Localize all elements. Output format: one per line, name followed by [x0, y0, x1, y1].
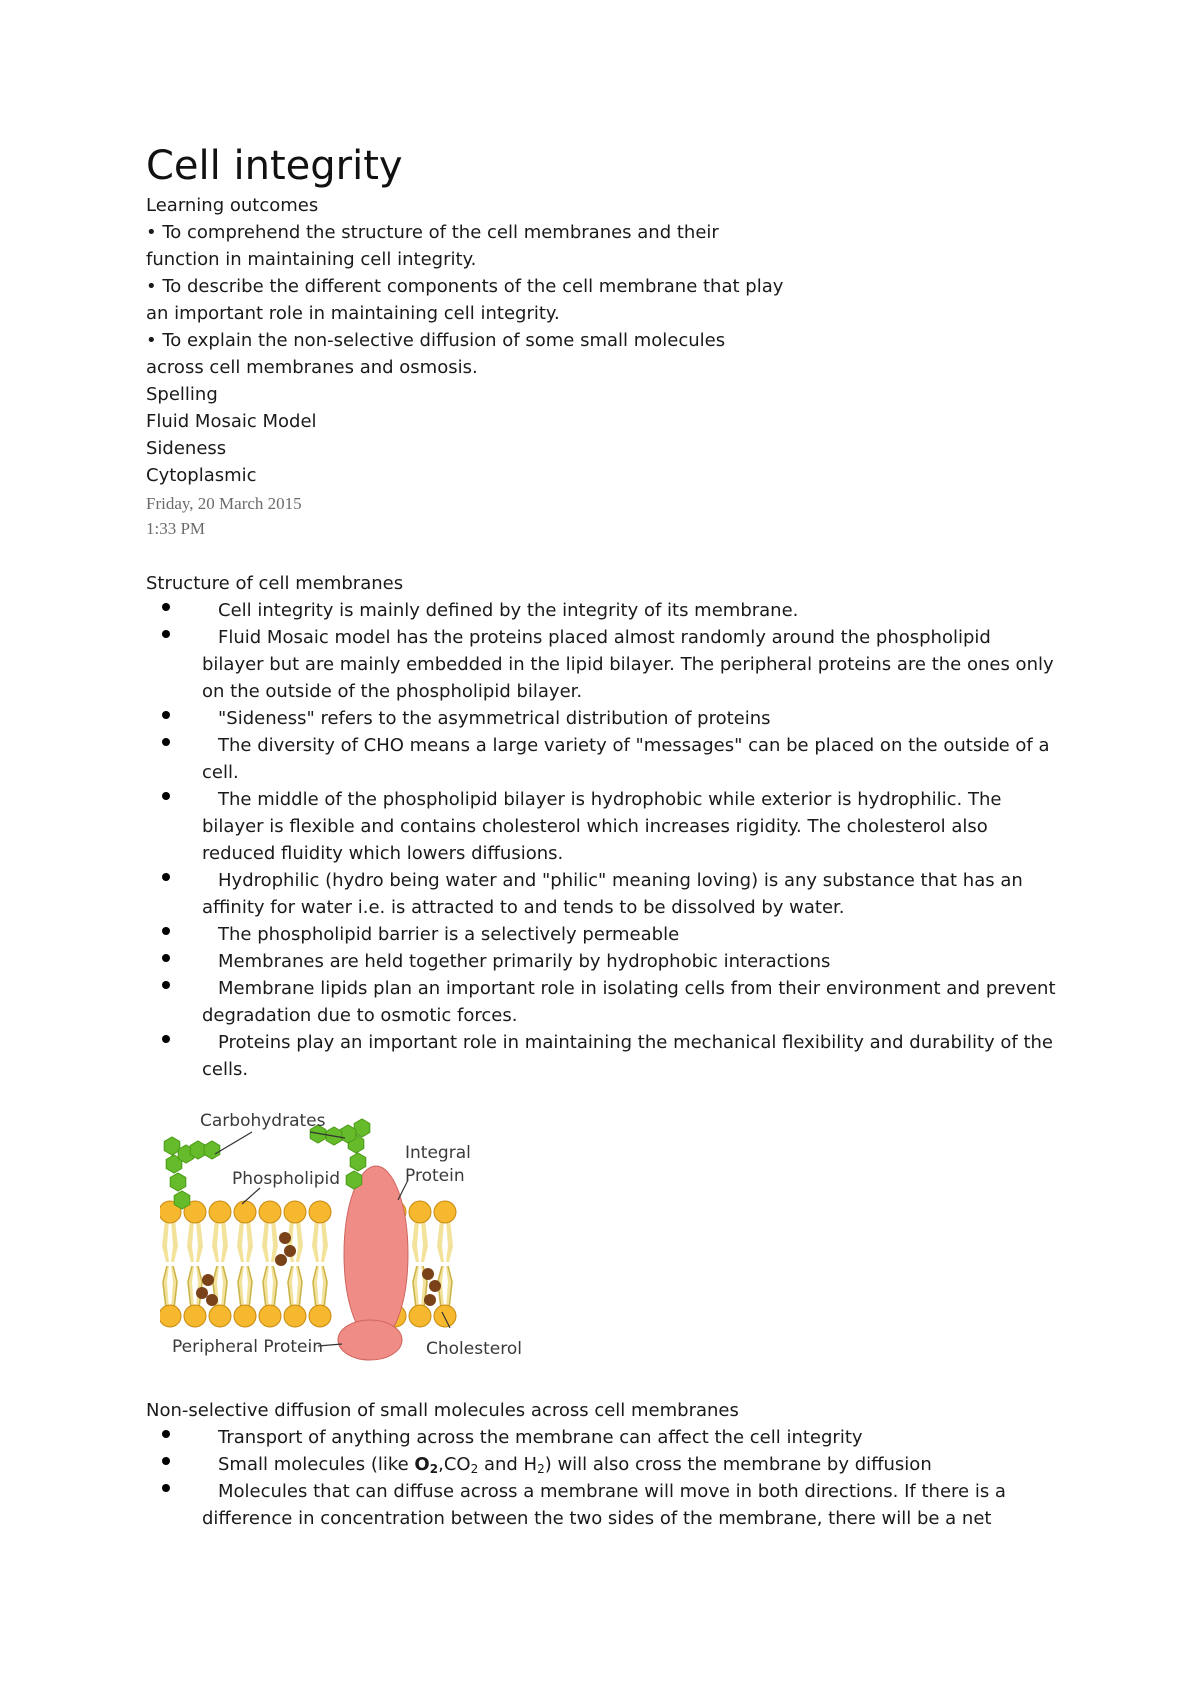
carbohydrate-unit	[164, 1137, 180, 1155]
carbohydrate-unit	[346, 1171, 362, 1189]
bullet-text: The phospholipid barrier is a selectively permeable	[218, 924, 680, 945]
cholesterol-ring	[275, 1254, 287, 1266]
outcome-line: an important role in maintaining cell integrity.	[146, 303, 560, 324]
cholesterol-ring	[422, 1268, 434, 1280]
carbohydrate-unit	[204, 1141, 220, 1159]
bullet-continuation: degradation due to osmotic forces.	[202, 1005, 518, 1026]
phospholipid-head	[284, 1201, 306, 1223]
note-date: Friday, 20 March 2015	[146, 494, 302, 513]
outcome-line: across cell membranes and osmosis.	[146, 357, 478, 378]
cholesterol-ring	[429, 1280, 441, 1292]
phospholipid-head	[309, 1201, 331, 1223]
phospholipid-head	[184, 1305, 206, 1327]
bullet-text: Hydrophilic (hydro being water and "philic" meaning loving) is any substance that has an	[218, 870, 1023, 891]
text-run: CO	[443, 1454, 471, 1475]
lipid-tail-fill	[412, 1220, 419, 1262]
carbohydrate-unit	[354, 1119, 370, 1137]
text-run: and H	[478, 1454, 538, 1475]
bullet-dot	[162, 1457, 170, 1465]
carbohydrate-unit	[350, 1153, 366, 1171]
lipid-tail-fill	[237, 1220, 244, 1262]
phospholipid-head	[234, 1305, 256, 1327]
outcome-line: function in maintaining cell integrity.	[146, 249, 477, 270]
phospholipid-head	[209, 1305, 231, 1327]
bullet-text: Transport of anything across the membrane can affect the cell integrity	[218, 1427, 863, 1448]
phospholipid-head	[309, 1305, 331, 1327]
bullet-dot	[162, 927, 170, 935]
cholesterol-ring	[424, 1294, 436, 1306]
label-carbohydrates: Carbohydrates	[200, 1111, 326, 1131]
subscript: 2	[429, 1462, 439, 1476]
bullet-continuation: cell.	[202, 762, 239, 783]
bullet-text: The diversity of CHO means a large variety of "messages" can be placed on the outside of a	[218, 735, 1050, 756]
lipid-tail-fill	[171, 1220, 178, 1262]
text-run: ,	[438, 1454, 444, 1475]
lipid-tail-fill	[262, 1220, 269, 1262]
lipid-tail-fill	[187, 1220, 194, 1262]
phospholipid-head	[409, 1201, 431, 1223]
text-run: ) will also cross the membrane by diffusion	[544, 1454, 932, 1475]
bullet-text: Molecules that can diffuse across a membrane will move in both directions. If there is a	[218, 1481, 1006, 1502]
bullet-dot	[162, 1430, 170, 1438]
spelling-heading: Spelling	[146, 384, 218, 405]
o2-formula	[414, 1454, 438, 1475]
peripheral-protein	[338, 1320, 402, 1360]
phospholipid-head	[259, 1201, 281, 1223]
carbohydrate-unit	[170, 1173, 186, 1191]
phospholipid-head	[409, 1305, 431, 1327]
phospholipid-leader	[242, 1188, 260, 1204]
lipid-tail-fill	[212, 1220, 219, 1262]
bullet-dot	[162, 873, 170, 881]
carbohydrate-unit	[174, 1191, 190, 1209]
bullet-text: Cell integrity is mainly defined by the integrity of its membrane.	[218, 600, 799, 621]
cholesterol-ring	[279, 1232, 291, 1244]
lipid-tail-fill	[246, 1220, 253, 1262]
lipid-tail-fill	[221, 1220, 228, 1262]
phospholipid-head	[284, 1305, 306, 1327]
page-title: Cell integrity	[146, 143, 403, 189]
label-phospholipid: Phospholipid	[232, 1169, 341, 1189]
bullet-dot	[162, 1484, 170, 1492]
cholesterol-ring	[202, 1274, 214, 1286]
lipid-tail-fill	[196, 1220, 203, 1262]
phospholipid-head	[434, 1201, 456, 1223]
label-integral: Integral	[405, 1143, 471, 1163]
integral-protein	[344, 1166, 408, 1342]
section-heading-diffusion: Non-selective diffusion of small molecules across cell membranes	[146, 1400, 739, 1421]
bullet-dot	[162, 1035, 170, 1043]
bullet-dot	[162, 603, 170, 611]
bullet-continuation: bilayer but are mainly embedded in the lipid bilayer. The peripheral proteins are the ones only	[202, 654, 1054, 675]
cell-membrane-diagram	[160, 1096, 540, 1366]
outcome-line: • To explain the non-selective diffusion of some small molecules	[146, 330, 726, 351]
lipid-tail-fill	[162, 1220, 169, 1262]
cholesterol-ring	[284, 1245, 296, 1257]
bullet-dot	[162, 792, 170, 800]
bullet-dot	[162, 711, 170, 719]
learning-outcomes-heading: Learning outcomes	[146, 195, 319, 216]
bullet-text: "Sideness" refers to the asymmetrical distribution of proteins	[218, 708, 771, 729]
spelling-item: Sideness	[146, 438, 227, 459]
note-time: 1:33 PM	[146, 519, 206, 538]
bullet-dot	[162, 954, 170, 962]
bullet-text-molecules	[218, 1451, 932, 1478]
carbohydrate-unit	[340, 1125, 356, 1143]
bullet-continuation: cells.	[202, 1059, 249, 1080]
text-run: O	[414, 1454, 430, 1475]
subscript: 2	[537, 1462, 545, 1476]
label-protein: Protein	[405, 1166, 465, 1186]
bullet-dot	[162, 738, 170, 746]
bullet-text: Proteins play an important role in maintaining the mechanical flexibility and durability of the	[218, 1032, 1054, 1053]
cholesterol-ring	[206, 1294, 218, 1306]
cholesterol-ring	[196, 1287, 208, 1299]
outcome-line: • To describe the different components of the cell membrane that play	[146, 276, 784, 297]
carbohydrate-unit	[190, 1141, 206, 1159]
carbohydrate-chains	[164, 1119, 370, 1209]
lower-tails	[162, 1266, 453, 1308]
lipid-tail-fill	[437, 1220, 444, 1262]
lipid-tail-fill	[312, 1220, 319, 1262]
phospholipid-heads	[160, 1201, 456, 1327]
phospholipid-head	[434, 1305, 456, 1327]
bullet-continuation: reduced fluidity which lowers diffusions.	[202, 843, 564, 864]
spelling-item: Fluid Mosaic Model	[146, 411, 317, 432]
bullet-text: The middle of the phospholipid bilayer is hydrophobic while exterior is hydrophilic. The	[218, 789, 1002, 810]
bullet-text: Membrane lipids plan an important role in isolating cells from their environment and prevent	[218, 978, 1056, 999]
spelling-item: Cytoplasmic	[146, 465, 257, 486]
bullet-continuation: bilayer is flexible and contains cholesterol which increases rigidity. The cholesterol also	[202, 816, 988, 837]
section-heading-structure: Structure of cell membranes	[146, 573, 404, 594]
bullet-dot	[162, 630, 170, 638]
carbohydrates-leader	[215, 1132, 252, 1154]
bullet-text: Fluid Mosaic model has the proteins placed almost randomly around the phospholipid	[218, 627, 991, 648]
bullet-text: Membranes are held together primarily by hydrophobic interactions	[218, 951, 831, 972]
lipid-tail-fill	[421, 1220, 428, 1262]
label-peripheral-protein: Peripheral Protein	[172, 1337, 323, 1357]
subscript: 2	[470, 1462, 479, 1476]
phospholipid-head	[259, 1305, 281, 1327]
phospholipid-head	[209, 1201, 231, 1223]
label-cholesterol: Cholesterol	[426, 1339, 522, 1359]
upper-tails	[162, 1220, 453, 1262]
lipid-tail-fill	[296, 1220, 303, 1262]
outcome-line: • To comprehend the structure of the cell membranes and their	[146, 222, 719, 243]
phospholipid-head	[160, 1305, 181, 1327]
phospholipid-head	[234, 1201, 256, 1223]
bullet-continuation: affinity for water i.e. is attracted to and tends to be dissolved by water.	[202, 897, 845, 918]
bullet-continuation: difference in concentration between the two sides of the membrane, there will be a net	[202, 1508, 992, 1529]
text-run: Small molecules (like	[218, 1454, 415, 1475]
bullet-dot	[162, 981, 170, 989]
lipid-tail-fill	[446, 1220, 453, 1262]
bullet-continuation: on the outside of the phospholipid bilayer.	[202, 681, 583, 702]
lipid-tail-fill	[321, 1220, 328, 1262]
